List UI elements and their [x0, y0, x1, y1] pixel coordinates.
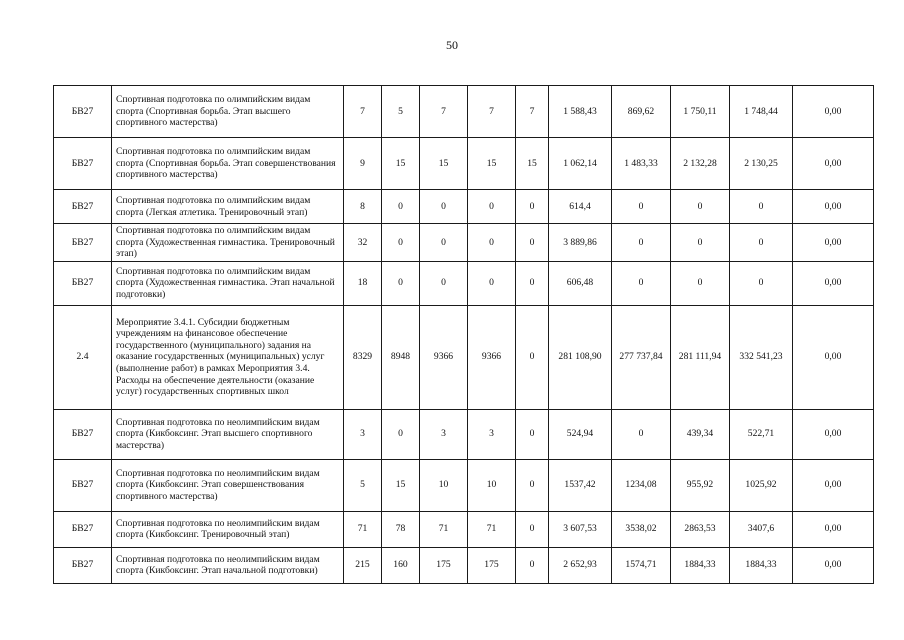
- row-description: Спортивная подготовка по неолимпийским видам спорта (Кикбоксинг. Этап совершенствования спортивного мастерства): [112, 459, 344, 511]
- cell-value: 332 541,23: [730, 305, 793, 409]
- cell-value: 0,00: [793, 138, 874, 190]
- cell-value: 869,62: [612, 86, 671, 138]
- cell-value: 0: [382, 190, 420, 224]
- cell-value: 1 483,33: [612, 138, 671, 190]
- cell-value: 8329: [344, 305, 382, 409]
- cell-value: 1884,33: [730, 547, 793, 583]
- cell-value: 10: [420, 459, 468, 511]
- cell-value: 0: [420, 261, 468, 305]
- row-description: Спортивная подготовка по олимпийским видам спорта (Художественная гимнастика. Тренировочный этап): [112, 224, 344, 262]
- row-code: БВ27: [54, 190, 112, 224]
- cell-value: 0: [671, 224, 730, 262]
- cell-value: 215: [344, 547, 382, 583]
- cell-value: 3538,02: [612, 511, 671, 547]
- cell-value: 0: [382, 224, 420, 262]
- cell-value: 1 750,11: [671, 86, 730, 138]
- cell-value: 2 132,28: [671, 138, 730, 190]
- cell-value: 71: [468, 511, 516, 547]
- cell-value: 0: [468, 190, 516, 224]
- cell-value: 606,48: [549, 261, 612, 305]
- row-description: Спортивная подготовка по неолимпийским видам спорта (Кикбоксинг. Этап начальной подготовки): [112, 547, 344, 583]
- row-description: Спортивная подготовка по олимпийским видам спорта (Легкая атлетика. Тренировочный этап): [112, 190, 344, 224]
- cell-value: 15: [468, 138, 516, 190]
- cell-value: 8: [344, 190, 382, 224]
- cell-value: 0: [468, 224, 516, 262]
- cell-value: 0,00: [793, 86, 874, 138]
- cell-value: 0: [516, 547, 549, 583]
- cell-value: 8948: [382, 305, 420, 409]
- cell-value: 175: [420, 547, 468, 583]
- row-description: Спортивная подготовка по олимпийским видам спорта (Спортивная борьба. Этап совершенствования спортивного мастерства): [112, 138, 344, 190]
- cell-value: 3 607,53: [549, 511, 612, 547]
- cell-value: 3: [344, 409, 382, 459]
- cell-value: 0: [516, 305, 549, 409]
- cell-value: 15: [516, 138, 549, 190]
- cell-value: 15: [382, 138, 420, 190]
- cell-value: 0: [516, 459, 549, 511]
- cell-value: 71: [420, 511, 468, 547]
- row-code: БВ27: [54, 224, 112, 262]
- cell-value: 1574,71: [612, 547, 671, 583]
- table-row: [54, 511, 874, 547]
- cell-value: 277 737,84: [612, 305, 671, 409]
- row-description: Спортивная подготовка по олимпийским видам спорта (Спортивная борьба. Этап высшего спортивного мастерства): [112, 86, 344, 138]
- cell-value: 9: [344, 138, 382, 190]
- cell-value: 0: [516, 190, 549, 224]
- cell-value: 15: [382, 459, 420, 511]
- cell-value: 7: [468, 86, 516, 138]
- cell-value: 524,94: [549, 409, 612, 459]
- page-number: 50: [446, 38, 458, 52]
- cell-value: 955,92: [671, 459, 730, 511]
- cell-value: 0: [382, 261, 420, 305]
- cell-value: 0: [516, 261, 549, 305]
- cell-value: 0,00: [793, 409, 874, 459]
- cell-value: 71: [344, 511, 382, 547]
- cell-value: 0: [612, 190, 671, 224]
- cell-value: 2863,53: [671, 511, 730, 547]
- table-row: [54, 459, 874, 511]
- cell-value: 1 748,44: [730, 86, 793, 138]
- row-code: 2.4: [54, 305, 112, 409]
- table-row: [54, 547, 874, 583]
- cell-value: 0,00: [793, 261, 874, 305]
- cell-value: 18: [344, 261, 382, 305]
- cell-value: 3: [420, 409, 468, 459]
- cell-value: 0: [612, 409, 671, 459]
- row-description: Мероприятие 3.4.1. Субсидии бюджетным учреждениям на финансовое обеспечение государственного (муниципального) задания на оказание государственных (муниципальных) услуг (выполнение работ) в рамках Мероприятия 3.4. Расходы на обеспечение деятельности (оказание услуг) государственных спортивных школ: [112, 305, 344, 409]
- row-code: БВ27: [54, 547, 112, 583]
- cell-value: 0: [382, 409, 420, 459]
- table-row: [54, 305, 874, 409]
- cell-value: 0,00: [793, 190, 874, 224]
- cell-value: 15: [420, 138, 468, 190]
- cell-value: 9366: [468, 305, 516, 409]
- cell-value: 2 130,25: [730, 138, 793, 190]
- cell-value: 0: [516, 409, 549, 459]
- cell-value: 2 652,93: [549, 547, 612, 583]
- cell-value: 614,4: [549, 190, 612, 224]
- cell-value: 9366: [420, 305, 468, 409]
- cell-value: 1025,92: [730, 459, 793, 511]
- cell-value: 7: [516, 86, 549, 138]
- cell-value: 439,34: [671, 409, 730, 459]
- cell-value: 1 062,14: [549, 138, 612, 190]
- row-description: Спортивная подготовка по неолимпийским видам спорта (Кикбоксинг. Тренировочный этап): [112, 511, 344, 547]
- row-description: Спортивная подготовка по неолимпийским видам спорта (Кикбоксинг. Этап высшего спортивного мастерства): [112, 409, 344, 459]
- cell-value: 7: [420, 86, 468, 138]
- cell-value: 0: [730, 224, 793, 262]
- cell-value: 0: [730, 190, 793, 224]
- cell-value: 5: [382, 86, 420, 138]
- cell-value: 3407,6: [730, 511, 793, 547]
- row-code: БВ27: [54, 261, 112, 305]
- row-code: БВ27: [54, 459, 112, 511]
- cell-value: 32: [344, 224, 382, 262]
- cell-value: 0,00: [793, 547, 874, 583]
- budget-table: [53, 85, 874, 584]
- row-code: БВ27: [54, 511, 112, 547]
- table-row: [54, 409, 874, 459]
- cell-value: 1884,33: [671, 547, 730, 583]
- row-code: БВ27: [54, 86, 112, 138]
- cell-value: 0: [468, 261, 516, 305]
- cell-value: 3 889,86: [549, 224, 612, 262]
- cell-value: 0: [671, 261, 730, 305]
- table-row: [54, 86, 874, 138]
- cell-value: 0: [420, 224, 468, 262]
- cell-value: 160: [382, 547, 420, 583]
- cell-value: 0: [420, 190, 468, 224]
- cell-value: 0: [671, 190, 730, 224]
- row-code: БВ27: [54, 409, 112, 459]
- cell-value: 0,00: [793, 224, 874, 262]
- cell-value: 0: [612, 261, 671, 305]
- cell-value: 0: [612, 224, 671, 262]
- cell-value: 0: [516, 224, 549, 262]
- row-description: Спортивная подготовка по олимпийским видам спорта (Художественная гимнастика. Этап начальной подготовки): [112, 261, 344, 305]
- table-row: [54, 138, 874, 190]
- cell-value: 0: [730, 261, 793, 305]
- cell-value: 175: [468, 547, 516, 583]
- cell-value: 1 588,43: [549, 86, 612, 138]
- cell-value: 0,00: [793, 511, 874, 547]
- cell-value: 0,00: [793, 305, 874, 409]
- cell-value: 0: [516, 511, 549, 547]
- cell-value: 5: [344, 459, 382, 511]
- cell-value: 1234,08: [612, 459, 671, 511]
- cell-value: 1537,42: [549, 459, 612, 511]
- cell-value: 78: [382, 511, 420, 547]
- cell-value: 0,00: [793, 459, 874, 511]
- table-row: [54, 190, 874, 224]
- cell-value: 281 108,90: [549, 305, 612, 409]
- cell-value: 7: [344, 86, 382, 138]
- cell-value: 10: [468, 459, 516, 511]
- table-row: [54, 261, 874, 305]
- table-row: [54, 224, 874, 262]
- row-code: БВ27: [54, 138, 112, 190]
- cell-value: 3: [468, 409, 516, 459]
- cell-value: 522,71: [730, 409, 793, 459]
- cell-value: 281 111,94: [671, 305, 730, 409]
